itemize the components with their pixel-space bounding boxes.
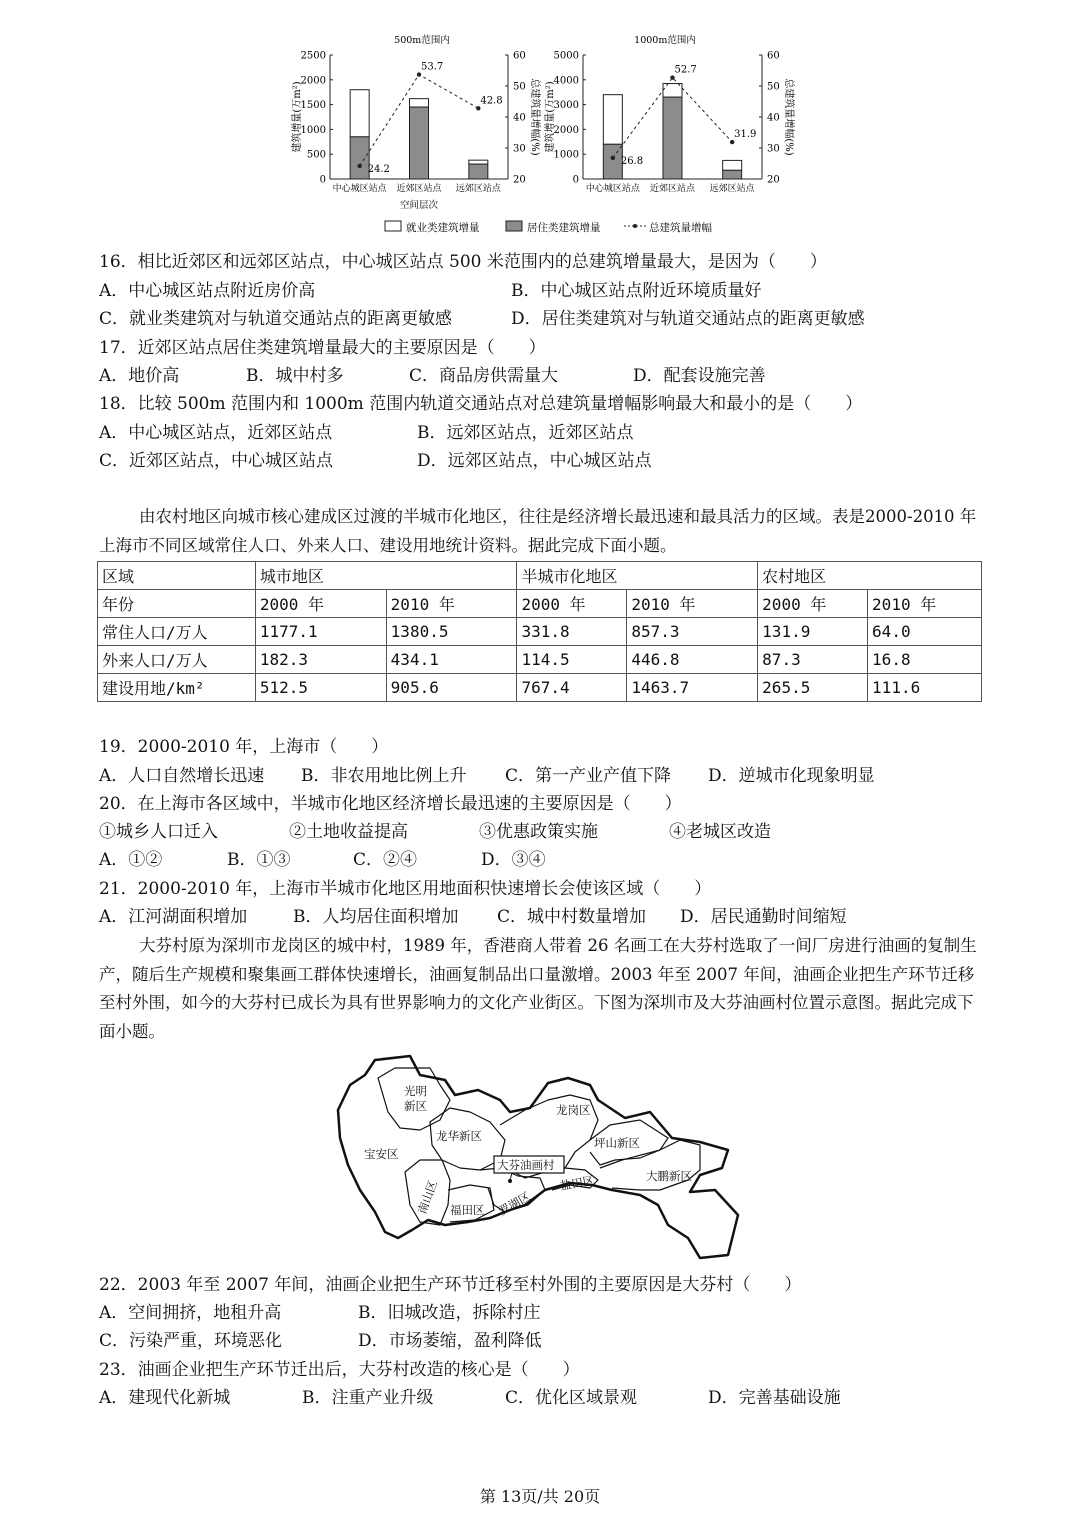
table-row [98,674,982,702]
y2-tick-label: 60 [767,50,780,62]
passage-dafen-text: 大芬村原为深圳市龙岗区的城中村，1989 年，香港商人带着 26 名画工在大芬村选取了一间厂房进行油画的复制生产，随后生产规模和聚集画工群体快速增长，油画复制品出口量激增。2003 年至 2007 年间，油画企业把生产环节迁移至村外围，如今的大芬村已成长为具有世界影响力的文化产业街区。下图为深圳市及大芬油画村位置示意图。据此完成下面小题。 [99,936,977,1041]
table-year-row [98,590,982,618]
x-tick-label: 远郊区站点 [455,184,501,194]
y2-tick-label: 20 [513,174,526,186]
y-tick-label: 2500 [300,50,326,62]
q23-option-a[interactable]: A．建现代化新城 [99,1388,231,1408]
passage-shanghai [99,503,984,560]
q20-option-c[interactable]: C．②④ [353,850,418,870]
table-cell: 1463.7 [627,674,758,702]
y-tick-label: 1000 [553,149,579,161]
table-cell: 常住人口/万人 [98,618,256,646]
point-total-increase [357,164,361,168]
q21-option-a[interactable]: A．江河湖面积增加 [99,907,248,927]
q17-option-d[interactable]: D．配套设施完善 [633,366,766,386]
y-tick-label: 2000 [300,75,326,87]
point-label: 53.7 [421,61,444,73]
map-dafen-marker [508,1179,512,1183]
table-header-cell: 城市地区 [255,562,517,590]
table-header-cell: 年份 [98,590,256,618]
map-dafen-pointer [510,1173,512,1180]
table-cell: 331.8 [517,618,627,646]
point-label: 31.9 [734,129,757,141]
q18-option-b[interactable]: B．远郊区站点，近郊区站点 [417,423,634,443]
table-cell: 446.8 [627,646,758,674]
chart-title: 1000m范围内 [634,35,696,46]
map-label-futian: 福田区 [450,1203,485,1217]
q20-option-b[interactable]: B．①③ [227,850,291,870]
y-tick-label: 1500 [300,100,326,112]
chart-title: 500m范围内 [394,35,450,46]
y2-axis-title: 总建筑量增幅(%) [529,78,540,156]
legend-label-total: 总建筑量增幅 [649,222,712,234]
q21-option-c[interactable]: C．城中村数量增加 [497,907,647,927]
y-tick-label: 0 [572,174,579,186]
x-tick-label: 中心城区站点 [332,184,387,194]
chart-500m [290,34,542,211]
q20-stem: 20．在上海市各区域中，半城市化地区经济增长最迅速的主要原因是（ ） [99,794,682,814]
q20-statement-4: ④老城区改造 [669,822,771,842]
point-label: 24.2 [367,163,390,175]
y-axis-title: 建筑增量(万m²) [545,81,556,153]
y-tick-label: 500 [306,149,326,161]
table-header-row [98,562,982,590]
legend-label-residential: 居住类建筑增量 [527,222,601,234]
table-cell: 114.5 [517,646,627,674]
passage-dafen [99,932,984,1046]
y2-tick-label: 60 [513,50,526,62]
table-cell: 512.5 [255,674,386,702]
table-cell: 182.3 [255,646,386,674]
q20-statement-1: ①城乡人口迁入 [99,822,218,842]
y2-tick-label: 40 [513,112,526,124]
map-label-baoan: 宝安区 [364,1147,399,1161]
y-tick-label: 5000 [553,50,579,62]
y-tick-label: 4000 [553,75,579,87]
x-tick-label: 近郊区站点 [396,184,442,194]
q22-option-b[interactable]: B．旧城改造，拆除村庄 [358,1303,541,1323]
q21-stem: 21．2000-2010 年，上海市半城市化地区用地面积快速增长会使该区域（ ） [99,879,712,899]
map-label-dafen: 大芬油画村 [497,1158,555,1172]
table-cell: 767.4 [517,674,627,702]
table-cell: 111.6 [868,674,982,702]
legend-marker-total [633,224,637,228]
q16-option-c[interactable]: C．就业类建筑对与轨道交通站点的距离更敏感 [99,309,453,329]
q17-option-a[interactable]: A．地价高 [99,366,180,386]
table-cell: 905.6 [386,674,517,702]
x-tick-label: 中心城区站点 [585,184,640,194]
chart-1000m [543,34,796,194]
y2-tick-label: 40 [767,112,780,124]
table-cell: 64.0 [868,618,982,646]
q18-stem: 18．比较 500m 范围内和 1000m 范围内轨道交通站点对总建筑量增幅影响最大和最小的是（ ） [99,394,863,414]
bar-residential [350,137,369,179]
bar-employment [663,84,682,98]
shenzhen-map [330,1050,750,1265]
table-cell: 建设用地/km² [98,674,256,702]
q16-stem: 16．相比近郊区和远郊区站点，中心城区站点 500 米范围内的总建筑增量最大，是因为（ ） [99,252,827,272]
q16-option-a[interactable]: A．中心城区站点附近房价高 [99,281,316,301]
table-cell: 1380.5 [386,618,517,646]
x-axis-title: 空间层次 [399,200,439,211]
chart-legend [385,221,712,234]
legend-swatch-employment [385,221,401,231]
map-label-nanshan: 南山区 [414,1178,440,1216]
table-row [98,618,982,646]
point-total-increase [417,72,421,76]
map-label-guangming-1: 光明 [404,1084,427,1098]
point-label: 52.7 [674,64,697,76]
map-label-dapeng: 大鹏新区 [646,1169,692,1183]
q19-option-a[interactable]: A．人口自然增长迅速 [99,766,265,786]
q23-stem: 23．油画企业把生产环节迁出后，大芬村改造的核心是（ ） [99,1360,580,1380]
q18-option-d[interactable]: D．远郊区站点，中心城区站点 [417,451,652,471]
legend-label-employment: 就业类建筑增量 [406,222,480,234]
q17-stem: 17．近郊区站点居住类建筑增量最大的主要原因是（ ） [99,338,546,358]
point-total-increase [730,140,734,144]
legend-swatch-residential [506,221,522,231]
bar-employment [723,160,742,170]
point-total-increase [670,75,674,79]
bar-employment [603,95,622,145]
y-tick-label: 2000 [553,124,579,136]
q20-statement-3: ③优惠政策实施 [479,822,598,842]
y-tick-label: 3000 [553,100,579,112]
bar-residential [723,170,742,179]
table-cell: 434.1 [386,646,517,674]
bar-residential [469,164,488,179]
table-cell: 87.3 [758,646,868,674]
q23-option-d[interactable]: D．完善基础设施 [708,1388,841,1408]
x-tick-label: 远郊区站点 [709,184,755,194]
q17-option-c[interactable]: C．商品房供需量大 [409,366,559,386]
y2-tick-label: 30 [767,143,780,155]
q17-option-b[interactable]: B．城中村多 [246,366,344,386]
y2-axis-title: 总建筑量增幅(%) [783,78,794,156]
table-header-cell: 2010 年 [386,590,517,618]
q18-option-a[interactable]: A．中心城区站点，近郊区站点 [99,423,333,443]
y2-tick-label: 20 [767,174,780,186]
q23-option-c[interactable]: C．优化区域景观 [505,1388,638,1408]
q22-stem: 22．2003 年至 2007 年间，油画企业把生产环节迁移至村外围的主要原因是大芬村（ ） [99,1275,802,1295]
table-header-cell: 农村地区 [758,562,982,590]
table-header-cell: 半城市化地区 [517,562,758,590]
bar-residential [663,97,682,179]
table-header-cell: 区域 [98,562,256,590]
q21-option-d[interactable]: D．居民通勤时间缩短 [680,907,847,927]
q22-option-d[interactable]: D．市场萎缩，盈利降低 [358,1331,542,1351]
q19-option-b[interactable]: B．非农用地比例上升 [301,766,467,786]
page-footer: 第 13页/共 20页 [479,1487,601,1506]
q20-option-a[interactable]: A．①② [99,850,163,870]
map-label-pingshan: 坪山新区 [594,1136,640,1150]
q16-option-b[interactable]: B．中心城区站点附近环境质量好 [511,281,762,301]
point-label: 26.8 [620,155,644,167]
y-tick-label: 0 [319,174,326,186]
y2-tick-label: 50 [513,81,526,93]
q22-option-a[interactable]: A．空间拥挤，地租升高 [99,1303,282,1323]
table-cell: 131.9 [758,618,868,646]
map-label-luohu: 罗湖区 [495,1189,533,1219]
point-total-increase [476,106,480,110]
q19-stem: 19．2000-2010 年，上海市（ ） [99,737,389,757]
map-label-yantian: 盐田区 [558,1173,596,1193]
point-label: 42.8 [480,95,503,107]
bar-residential [410,107,429,179]
table-cell: 1177.1 [255,618,386,646]
bar-employment [350,90,369,137]
bar-employment [469,160,488,164]
y2-tick-label: 30 [513,143,526,155]
map-label-guangming-2: 新区 [404,1099,427,1113]
table-header-cell: 2010 年 [868,590,982,618]
bar-employment [410,99,429,107]
x-tick-label: 近郊区站点 [649,184,696,194]
q21-option-b[interactable]: B．人均居住面积增加 [293,907,459,927]
table-cell: 16.8 [868,646,982,674]
table-header-cell: 2000 年 [255,590,386,618]
table-cell: 857.3 [627,618,758,646]
q19-option-d[interactable]: D．逆城市化现象明显 [708,766,875,786]
table-header-cell: 2010 年 [627,590,758,618]
q22-option-c[interactable]: C．污染严重，环境恶化 [99,1331,283,1351]
q20-option-d[interactable]: D．③④ [481,850,546,870]
q20-statement-2: ②土地收益提高 [289,822,408,842]
table-cell: 265.5 [758,674,868,702]
passage-shanghai-text: 由农村地区向城市核心建成区过渡的半城市化地区，往往是经济增长最迅速和最具活力的区域。表是2000-2010 年上海市不同区域常住人口、外来人口、建设用地统计资料。据此完成下面小题。 [99,507,977,555]
q19-option-c[interactable]: C．第一产业产值下降 [505,766,672,786]
bar-residential [603,144,622,179]
point-total-increase [611,156,615,160]
charts-figure [280,30,800,240]
shanghai-table [97,561,982,702]
table-header-cell: 2000 年 [758,590,868,618]
q18-option-c[interactable]: C．近郊区站点，中心城区站点 [99,451,334,471]
map-label-longgang: 龙岗区 [556,1103,591,1117]
y-tick-label: 1000 [300,124,326,136]
map-label-longhua: 龙华新区 [436,1129,482,1143]
y-axis-title: 建筑增量(万m²) [292,81,303,153]
q16-option-d[interactable]: D．居住类建筑对与轨道交通站点的距离更敏感 [511,309,865,329]
q23-option-b[interactable]: B．注重产业升级 [302,1388,434,1408]
y2-tick-label: 50 [767,81,780,93]
table-row [98,646,982,674]
table-header-cell: 2000 年 [517,590,627,618]
table-cell: 外来人口/万人 [98,646,256,674]
